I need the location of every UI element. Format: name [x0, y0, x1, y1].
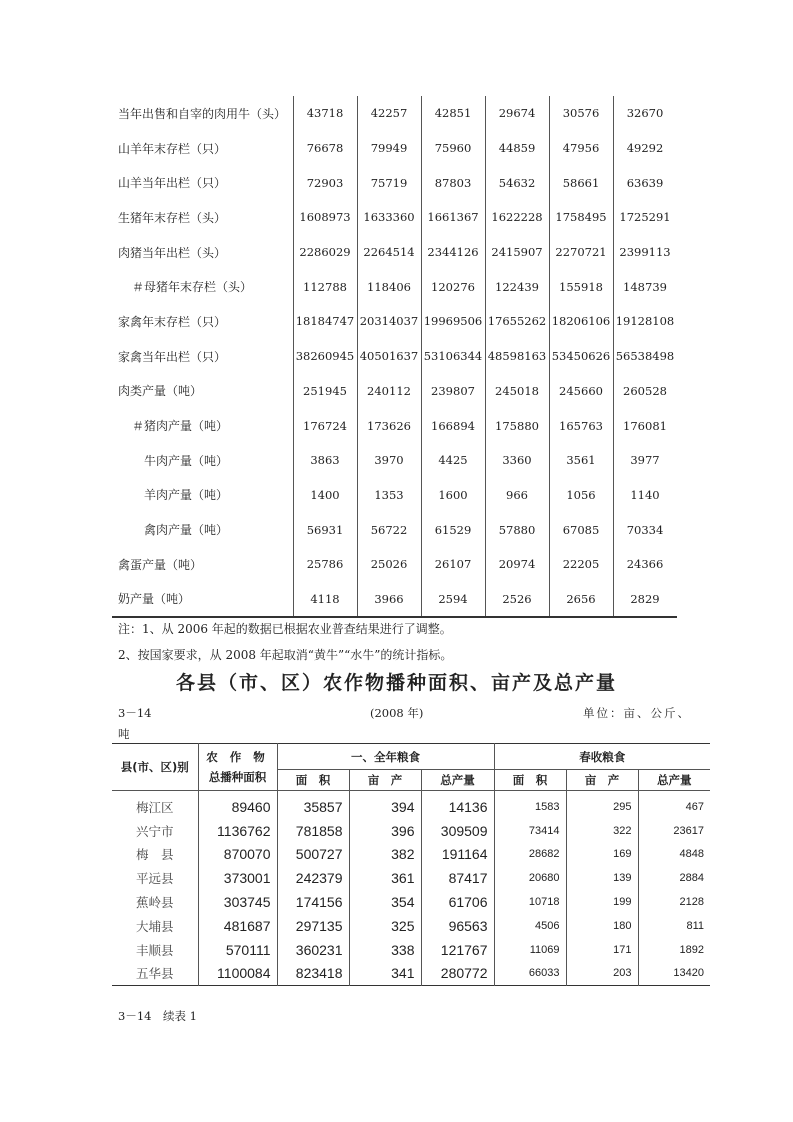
cell-value: 500727: [277, 843, 349, 867]
cell-value: 481687: [198, 914, 277, 938]
cell-value: 67085: [549, 512, 613, 547]
cell-value: 173626: [357, 408, 421, 443]
cell-value: 18184747: [293, 304, 357, 339]
table-row: [112, 512, 677, 547]
cell-value: 63639: [613, 165, 677, 200]
header-grain: 一、全年粮食: [277, 744, 494, 770]
cell-value: 169: [566, 843, 638, 867]
table-row: [112, 131, 677, 166]
crop-table: [112, 743, 710, 986]
row-label: 家禽年末存栏（只）: [118, 314, 227, 329]
cell-value: 2415907: [485, 235, 549, 270]
cell-value: 61706: [421, 890, 494, 914]
cell-value: 3360: [485, 443, 549, 478]
table-row: [112, 96, 677, 131]
cell-value: 54632: [485, 165, 549, 200]
county-name: 丰顺县: [136, 942, 174, 958]
cell-value: 1100084: [198, 962, 277, 986]
cell-value: 43718: [293, 96, 357, 131]
header-total-area-line2: 总播种面积: [208, 770, 267, 784]
cell-value: 1056: [549, 478, 613, 513]
table-row: [112, 339, 677, 374]
cell-value: 20680: [494, 866, 566, 890]
cell-value: 823418: [277, 962, 349, 986]
header-area: 面 积: [277, 770, 349, 791]
header-spring-yield: 亩 产: [566, 770, 638, 791]
cell-value: 325: [349, 914, 421, 938]
county-name: 梅江区: [136, 799, 174, 815]
cell-value: 18206106: [549, 304, 613, 339]
table-row: [112, 269, 677, 304]
cell-value: 70334: [613, 512, 677, 547]
cell-value: 3977: [613, 443, 677, 478]
cell-value: 40501637: [357, 339, 421, 374]
cell-value: 35857: [277, 791, 349, 819]
cell-value: 309509: [421, 819, 494, 843]
cell-value: 1892: [638, 938, 710, 962]
row-label: 肉类产量（吨）: [118, 384, 203, 399]
cell-value: 239807: [421, 374, 485, 409]
unit-label: 单位：亩、公斤、: [583, 706, 691, 720]
row-label: ＃母猪年末存栏（头）: [132, 280, 253, 295]
cell-value: 360231: [277, 938, 349, 962]
header-total-area: [198, 744, 277, 791]
cell-value: 338: [349, 938, 421, 962]
cell-value: 2656: [549, 582, 613, 618]
cell-value: 139: [566, 866, 638, 890]
county-name: 蕉岭县: [136, 895, 174, 911]
cell-value: 1622228: [485, 200, 549, 235]
cell-value: 260528: [613, 374, 677, 409]
row-label: 山羊当年出栏（只）: [118, 176, 227, 191]
cell-value: 87417: [421, 866, 494, 890]
cell-value: 3966: [357, 582, 421, 618]
cell-value: 1758495: [549, 200, 613, 235]
county-name: 平远县: [136, 871, 174, 887]
header-spring-area: 面 积: [494, 770, 566, 791]
cell-value: 322: [566, 819, 638, 843]
cell-value: 1400: [293, 478, 357, 513]
cell-value: 1353: [357, 478, 421, 513]
continued-label: 3－14 续表 1: [118, 1009, 197, 1023]
cell-value: 61529: [421, 512, 485, 547]
cell-value: 1140: [613, 478, 677, 513]
cell-value: 23617: [638, 819, 710, 843]
cell-value: 199: [566, 890, 638, 914]
table-row: [112, 304, 677, 339]
cell-value: 66033: [494, 962, 566, 986]
cell-value: 72903: [293, 165, 357, 200]
cell-value: 48598163: [485, 339, 549, 374]
cell-value: 10718: [494, 890, 566, 914]
cell-value: 11069: [494, 938, 566, 962]
table-row: [112, 165, 677, 200]
cell-value: 1600: [421, 478, 485, 513]
row-label: 当年出售和自宰的肉用牛（头）: [118, 106, 287, 121]
cell-value: 58661: [549, 165, 613, 200]
table-row: [112, 791, 710, 819]
cell-value: 4848: [638, 843, 710, 867]
header-total-area-line1: 农 作 物: [206, 750, 269, 764]
cell-value: 148739: [613, 269, 677, 304]
cell-value: 17655262: [485, 304, 549, 339]
cell-value: 191164: [421, 843, 494, 867]
cell-value: 2128: [638, 890, 710, 914]
cell-value: 89460: [198, 791, 277, 819]
cell-value: 3863: [293, 443, 357, 478]
table-number: 3－14: [118, 706, 152, 720]
table-row: [112, 374, 677, 409]
cell-value: 180: [566, 914, 638, 938]
table-row: [112, 890, 710, 914]
table-row: [112, 843, 710, 867]
cell-value: 2526: [485, 582, 549, 618]
cell-value: 26107: [421, 547, 485, 582]
note-1: 注：1、从 2006 年起的数据已根据农业普查结果进行了调整。: [118, 622, 452, 636]
cell-value: 1661367: [421, 200, 485, 235]
section-title: 各县（市、区）农作物播种面积、亩产及总产量: [175, 672, 617, 694]
cell-value: 297135: [277, 914, 349, 938]
header-output: 总产量: [421, 770, 494, 791]
cell-value: 251945: [293, 374, 357, 409]
cell-value: 56538498: [613, 339, 677, 374]
cell-value: 361: [349, 866, 421, 890]
cell-value: 29674: [485, 96, 549, 131]
cell-value: 811: [638, 914, 710, 938]
cell-value: 2594: [421, 582, 485, 618]
cell-value: 570111: [198, 938, 277, 962]
table-row: [112, 582, 677, 618]
cell-value: 53450626: [549, 339, 613, 374]
cell-value: 75960: [421, 131, 485, 166]
table-row: [112, 443, 677, 478]
cell-value: 20314037: [357, 304, 421, 339]
livestock-table: [112, 96, 677, 618]
cell-value: 25026: [357, 547, 421, 582]
cell-value: 2399113: [613, 235, 677, 270]
county-name: 五华县: [136, 966, 174, 982]
cell-value: 781858: [277, 819, 349, 843]
header-spring-output: 总产量: [638, 770, 710, 791]
cell-value: 49292: [613, 131, 677, 166]
cell-value: 76678: [293, 131, 357, 166]
cell-value: 203: [566, 962, 638, 986]
table-row: [112, 478, 677, 513]
row-label: 牛肉产量（吨）: [144, 453, 229, 468]
cell-value: 38260945: [293, 339, 357, 374]
header-spring: 春收粮食: [494, 744, 710, 770]
cell-value: 1583: [494, 791, 566, 819]
cell-value: 396: [349, 819, 421, 843]
cell-value: 2270721: [549, 235, 613, 270]
cell-value: 341: [349, 962, 421, 986]
cell-value: 53106344: [421, 339, 485, 374]
cell-value: 2264514: [357, 235, 421, 270]
cell-value: 175880: [485, 408, 549, 443]
cell-value: 2344126: [421, 235, 485, 270]
cell-value: 280772: [421, 962, 494, 986]
cell-value: 1608973: [293, 200, 357, 235]
cell-value: 4506: [494, 914, 566, 938]
cell-value: 73414: [494, 819, 566, 843]
cell-value: 96563: [421, 914, 494, 938]
cell-value: 3970: [357, 443, 421, 478]
cell-value: 25786: [293, 547, 357, 582]
cell-value: 122439: [485, 269, 549, 304]
cell-value: 121767: [421, 938, 494, 962]
table-row: [112, 819, 710, 843]
cell-value: 1136762: [198, 819, 277, 843]
cell-value: 165763: [549, 408, 613, 443]
table-row: [112, 938, 710, 962]
cell-value: 4425: [421, 443, 485, 478]
cell-value: 2829: [613, 582, 677, 618]
cell-value: 4118: [293, 582, 357, 618]
cell-value: 1725291: [613, 200, 677, 235]
cell-value: 155918: [549, 269, 613, 304]
county-name: 梅 县: [136, 847, 174, 863]
cell-value: 118406: [357, 269, 421, 304]
cell-value: 22205: [549, 547, 613, 582]
cell-value: 467: [638, 791, 710, 819]
row-label: 山羊年末存栏（只）: [118, 141, 227, 156]
cell-value: 245018: [485, 374, 549, 409]
cell-value: 30576: [549, 96, 613, 131]
table-row: [112, 962, 710, 986]
table-row: [112, 914, 710, 938]
cell-value: 56931: [293, 512, 357, 547]
cell-value: 42851: [421, 96, 485, 131]
table-row: [112, 866, 710, 890]
table-year: (2008 年): [370, 706, 424, 720]
county-name: 兴宁市: [136, 823, 174, 839]
cell-value: 295: [566, 791, 638, 819]
cell-value: 24366: [613, 547, 677, 582]
cell-value: 242379: [277, 866, 349, 890]
cell-value: 382: [349, 843, 421, 867]
row-label: 生猪年末存栏（头）: [118, 210, 227, 225]
cell-value: 245660: [549, 374, 613, 409]
cell-value: 42257: [357, 96, 421, 131]
cell-value: 174156: [277, 890, 349, 914]
cell-value: 2286029: [293, 235, 357, 270]
cell-value: 28682: [494, 843, 566, 867]
cell-value: 2884: [638, 866, 710, 890]
cell-value: 1633360: [357, 200, 421, 235]
cell-value: 240112: [357, 374, 421, 409]
cell-value: 112788: [293, 269, 357, 304]
row-label: 禽蛋产量（吨）: [118, 557, 203, 572]
cell-value: 79949: [357, 131, 421, 166]
cell-value: 20974: [485, 547, 549, 582]
table-row: [112, 547, 677, 582]
table-row: [112, 200, 677, 235]
cell-value: 373001: [198, 866, 277, 890]
table-row: [112, 408, 677, 443]
row-label: 禽肉产量（吨）: [144, 523, 229, 538]
cell-value: 87803: [421, 165, 485, 200]
unit-label-cont: 吨: [118, 727, 130, 741]
cell-value: 176724: [293, 408, 357, 443]
cell-value: 394: [349, 791, 421, 819]
cell-value: 354: [349, 890, 421, 914]
cell-value: 120276: [421, 269, 485, 304]
note-2: 2、按国家要求，从 2008 年起取消“黄牛”“水牛”的统计指标。: [118, 648, 453, 662]
cell-value: 44859: [485, 131, 549, 166]
cell-value: 3561: [549, 443, 613, 478]
cell-value: 176081: [613, 408, 677, 443]
header-county: 县(市、区)别: [112, 744, 198, 791]
cell-value: 75719: [357, 165, 421, 200]
cell-value: 19128108: [613, 304, 677, 339]
row-label: 羊肉产量（吨）: [144, 488, 229, 503]
table-row: [112, 235, 677, 270]
cell-value: 303745: [198, 890, 277, 914]
row-label: 家禽当年出栏（只）: [118, 349, 227, 364]
cell-value: 47956: [549, 131, 613, 166]
cell-value: 14136: [421, 791, 494, 819]
cell-value: 19969506: [421, 304, 485, 339]
row-label: ＃猪肉产量（吨）: [132, 419, 229, 434]
cell-value: 171: [566, 938, 638, 962]
cell-value: 57880: [485, 512, 549, 547]
cell-value: 966: [485, 478, 549, 513]
header-yield: 亩 产: [349, 770, 421, 791]
row-label: 奶产量（吨）: [112, 582, 293, 618]
cell-value: 13420: [638, 962, 710, 986]
row-label: 肉猪当年出栏（头）: [118, 245, 227, 260]
cell-value: 166894: [421, 408, 485, 443]
cell-value: 870070: [198, 843, 277, 867]
county-name: 大埔县: [136, 918, 174, 934]
cell-value: 56722: [357, 512, 421, 547]
cell-value: 32670: [613, 96, 677, 131]
